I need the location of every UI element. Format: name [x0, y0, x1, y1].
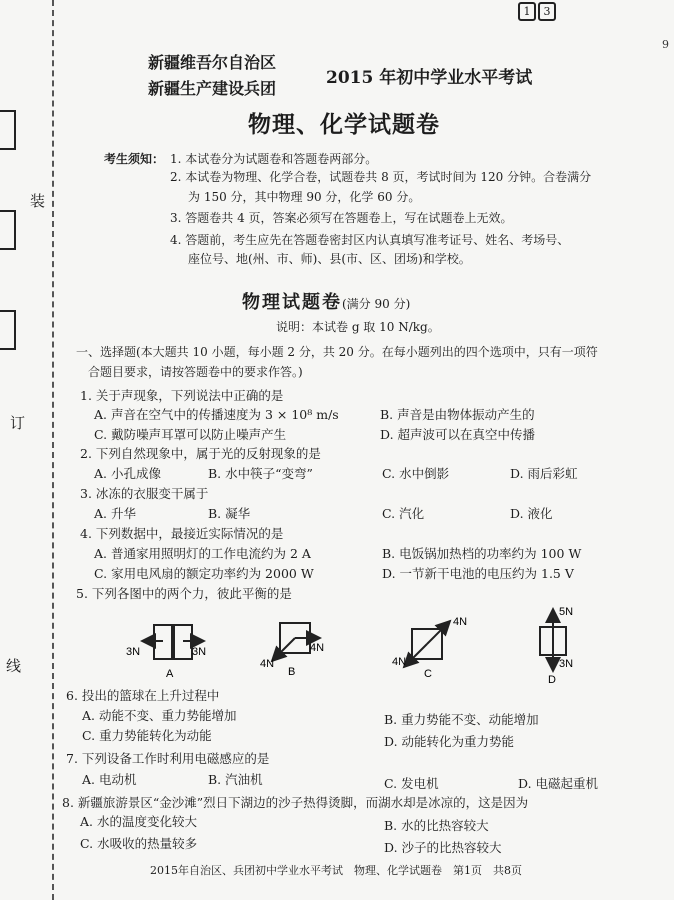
figure-c-label: C [424, 668, 432, 680]
option: A. 水的温度变化较大 [80, 814, 197, 829]
figure-b-left-label: 4N [260, 658, 275, 670]
question-stem: 6. 投出的篮球在上升过程中 [66, 688, 220, 703]
question-stem: 2. 下列自然现象中，属于光的反射现象的是 [80, 446, 321, 461]
option: A. 普通家用照明灯的工作电流约为 2 A [94, 546, 311, 561]
binding-char-zhuang: 装 [30, 192, 46, 210]
option: A. 升华 [94, 506, 136, 521]
figure-a-left-label: 3N [126, 646, 141, 658]
figure-a-label: A [166, 668, 174, 680]
option: C. 水中倒影 [382, 466, 450, 481]
question-stem: 5. 下列各图中的两个力，彼此平衡的是 [76, 586, 292, 601]
option: D. 电磁起重机 [518, 776, 599, 791]
notice-item: 4. 答题前，考生应先在答题卷密封区内认真填写准考证号、姓名、考场号、 [170, 233, 570, 247]
figure-c-arrow-down [404, 644, 427, 667]
binding-box [0, 110, 16, 150]
binding-box [0, 210, 16, 250]
section-title-text: 物理试题卷 [242, 292, 342, 313]
question-stem: 4. 下列数据中，最接近实际情况的是 [80, 526, 284, 541]
figure-a-right-label: 3N [192, 646, 207, 658]
option: B. 重力势能不变、动能增加 [384, 712, 539, 727]
figure-d-down-label: 3N [559, 658, 574, 670]
page-title: 物理、化学试题卷 [248, 111, 440, 138]
option: B. 声音是由物体振动产生的 [380, 407, 535, 422]
figure-b-right-label: 4N [310, 642, 325, 654]
binding-box [0, 310, 16, 350]
notice-item: 3. 答题卷共 4 页，答案必须写在答题卷上，写在试题卷上无效。 [170, 211, 513, 225]
question-stem: 8. 新疆旅游景区“金沙滩”烈日下湖边的沙子热得烫脚，而湖水却是冰凉的，这是因为 [62, 795, 529, 810]
figure-c-bottom-label: 4N [392, 656, 407, 668]
section-score: (满分 90 分) [342, 297, 411, 311]
binding-char-xian: 线 [6, 657, 22, 675]
option: B. 凝华 [208, 506, 251, 521]
option: C. 重力势能转化为动能 [82, 728, 212, 743]
header-exam: 2015 年初中学业水平考试 [326, 68, 533, 88]
question-stem: 3. 冰冻的衣服变干属于 [80, 486, 209, 501]
figure-d-up-label: 5N [559, 606, 574, 618]
figure-d-label: D [548, 674, 556, 686]
figure-c-top-label: 4N [453, 616, 468, 628]
figure-c [392, 616, 467, 680]
option: A. 电动机 [82, 772, 137, 787]
notice-item: 2. 本试卷为物理、化学合卷，试题卷共 8 页，考试时间为 120 分钟。合卷满分 [170, 170, 592, 184]
binding-dashed-line [52, 0, 54, 900]
figure-d [540, 606, 573, 686]
corner-mark: 3 [538, 2, 556, 21]
page-footer: 2015年自治区、兵团初中学业水平考试 物理、化学试题卷 第1页 共8页 [150, 864, 522, 877]
section-title [242, 288, 410, 314]
figure-c-arrow-up [427, 621, 450, 644]
option: A. 动能不变、重力势能增加 [82, 708, 237, 723]
corner-mark: 1 [518, 2, 536, 21]
corner-marks [518, 2, 558, 21]
option: A. 小孔成像 [94, 466, 161, 481]
header-region2: 新疆生产建设兵团 [148, 79, 277, 98]
binding-char-ding: 订 [10, 414, 26, 432]
section-note: 说明：本试卷 g 取 10 N/kg。 [276, 320, 440, 334]
figure-b [260, 623, 324, 678]
option: C. 发电机 [384, 776, 439, 791]
option: D. 液化 [510, 506, 553, 521]
notice-item: 1. 本试卷分为试题卷和答题卷两部分。 [170, 152, 378, 166]
figure-b-label: B [288, 666, 296, 678]
notice-item: 为 150 分，其中物理 90 分，化学 60 分。 [188, 190, 421, 204]
option: D. 雨后彩虹 [510, 466, 578, 481]
notice-item: 座位号、地(州、市、师)、县(市、区、团场)和学校。 [188, 252, 471, 266]
question-stem: 1. 关于声现象，下列说法中正确的是 [80, 388, 284, 403]
option: B. 电饭锅加热档的功率约为 100 W [382, 546, 582, 561]
option: D. 动能转化为重力势能 [384, 734, 515, 749]
option: C. 汽化 [382, 506, 425, 521]
option: C. 戴防噪声耳罩可以防止噪声产生 [94, 427, 287, 442]
option: A. 声音在空气中的传播速度为 3 × 10⁸ m/s [94, 407, 339, 422]
option: B. 水中筷子“变弯” [208, 466, 313, 481]
side-number: 9 [662, 38, 669, 51]
part1-line2: 合题目要求，请按答题卷中的要求作答。) [88, 365, 303, 379]
part1-line1: 一、选择题(本大题共 10 小题，每小题 2 分，共 20 分。在每小题列出的四个选项中，只有一项符 [76, 345, 598, 359]
header-region1: 新疆维吾尔自治区 [148, 53, 277, 72]
option: B. 汽油机 [208, 772, 263, 787]
option: D. 沙子的比热容较大 [384, 840, 502, 855]
option: B. 水的比热容较大 [384, 818, 489, 833]
force-diagrams [110, 605, 610, 695]
option: C. 家用电风扇的额定功率约为 2000 W [94, 566, 314, 581]
notice-label: 考生须知： [104, 152, 165, 166]
option: D. 一节新干电池的电压约为 1.5 V [382, 566, 574, 581]
figure-b-arrow-left [272, 638, 295, 661]
option: D. 超声波可以在真空中传播 [380, 427, 536, 442]
question-stem: 7. 下列设备工作时利用电磁感应的是 [66, 751, 270, 766]
figure-a [126, 625, 206, 680]
option: C. 水吸收的热量较多 [80, 836, 198, 851]
